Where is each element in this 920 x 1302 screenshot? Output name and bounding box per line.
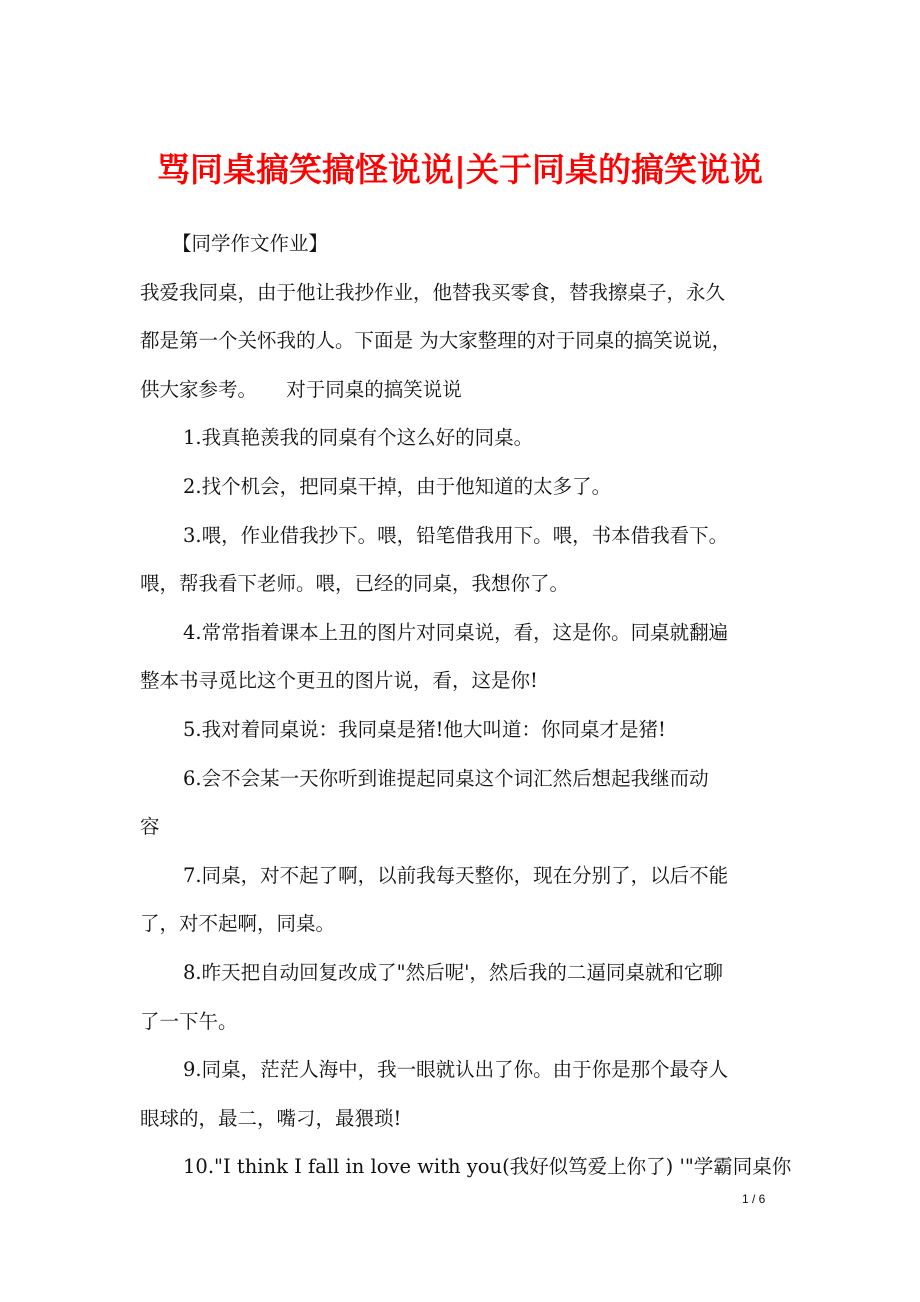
document-body [140,226,800,1198]
paragraph [140,420,800,469]
section-tag: 【同学作文作业】 [172,232,329,255]
paragraph [140,955,800,1052]
paragraph-line: 9.同桌，茫茫人海中，我一眼就认出了你。由于你是那个最夺人 [183,1058,729,1082]
paragraph-line: 了一下午。 [140,1009,238,1033]
paragraph-line: 了，对不起啊，同桌。 [140,912,336,936]
paragraph-line: 5.我对着同桌说：我同桌是猪!他大叫道：你同桌才是猪! [183,717,666,741]
paragraph-line: 3.喂，作业借我抄下。喂，铅笔借我用下。喂，书本借我看下。 [183,523,729,547]
paragraph-line: 7.同桌，对不起了啊，以前我每天整你，现在分别了，以后不能 [183,863,729,887]
paragraph-line: 10."I think I fall in love with you(我好似笃爱上你了) '"学霸同桌你 [183,1155,792,1179]
paragraph [140,615,800,712]
page-number: 1 / 6 [742,1192,766,1206]
paragraph-line: 我爱我同桌，由于他让我抄作业，他替我买零食，替我擦桌子，永久 [140,280,726,304]
document-title: 骂同桌搞笑搞怪说说|关于同桌的搞笑说说 [156,150,763,189]
paragraph-line: 喂，帮我看下老师。喂，已经的同桌，我想你了。 [140,572,570,596]
paragraph-line: 眼球的，最二，嘴刁，最猥琐! [140,1106,402,1130]
paragraph [140,469,800,518]
paragraph-line: 供大家参考。 对于同桌的搞笑说说 [140,377,462,401]
paragraph [140,761,800,858]
paragraph-line: 2.找个机会，把同桌干掉，由于他知道的太多了。 [183,474,612,498]
paragraph-line: 都是第一个关怀我的人。下面是 为大家整理的对于同桌的搞笑说说， [140,329,732,353]
paragraph [140,858,800,955]
paragraph-line: 1.我真艳羡我的同桌有个这么好的同桌。 [183,426,534,450]
paragraph-line: 8.昨天把自动回复改成了"然后呢'，然后我的二逼同桌就和它聊 [183,960,723,984]
paragraph [140,1052,800,1149]
paragraph-line: 整本书寻觅比这个更丑的图片说，看，这是你! [140,669,538,693]
paragraph [140,1149,800,1198]
paragraph [140,712,800,761]
paragraph-line: 4.常常指着课本上丑的图片对同桌说，看，这是你。同桌就翻遍 [183,620,729,644]
paragraph [140,518,800,615]
paragraph-line: 6.会不会某一天你听到谁提起同桌这个词汇然后想起我继而动 [183,766,709,790]
paragraph [140,275,800,421]
paragraph-line: 容 [140,815,160,839]
